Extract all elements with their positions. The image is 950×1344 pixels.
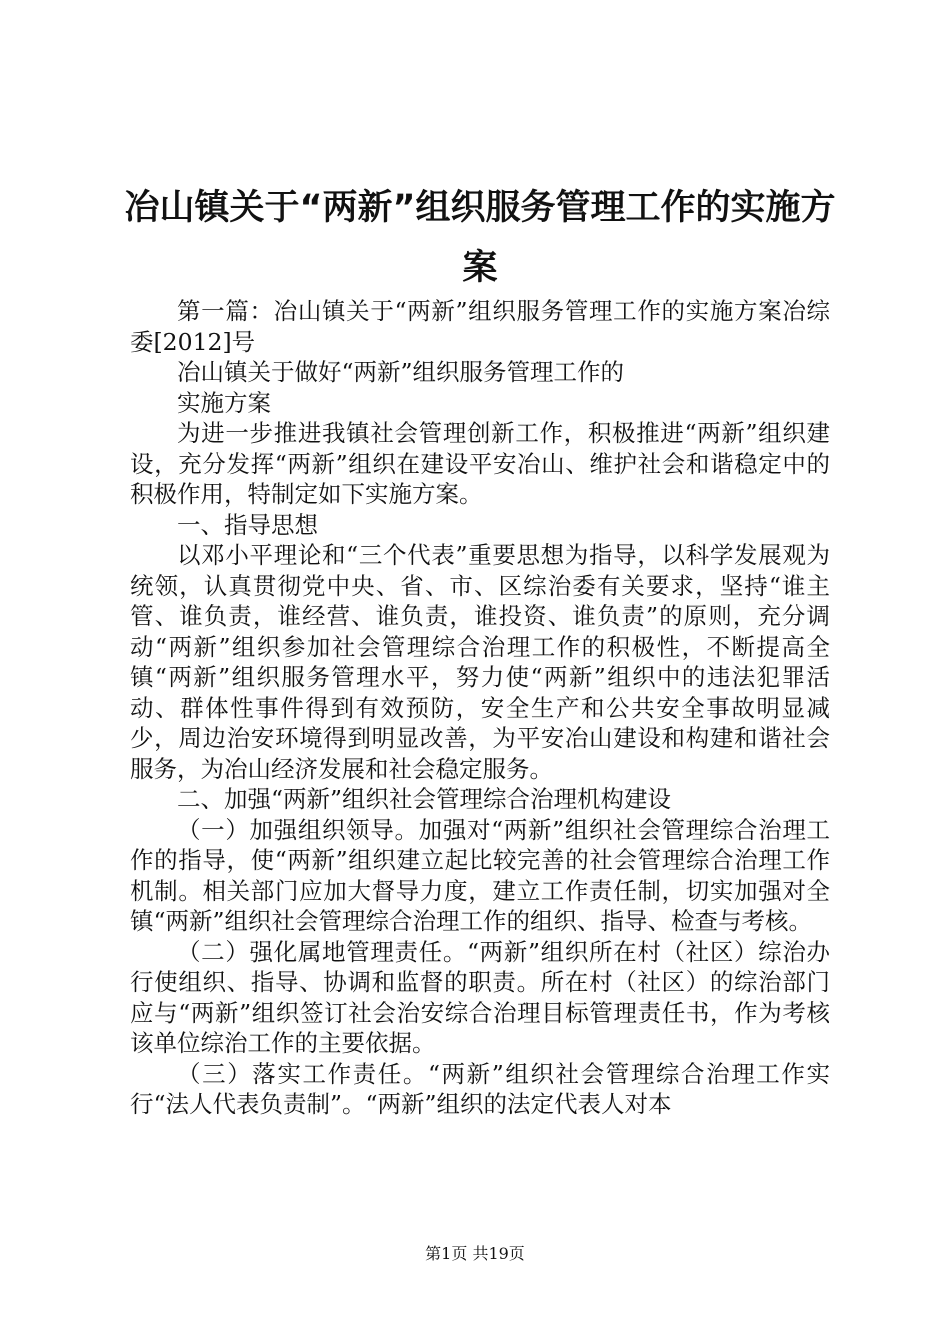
paragraph-item-3: （三）落实工作责任。“两新”组织社会管理综合治理工作实行“法人代表负责制”。“两新”组织的法定代表人对本 [130,1059,830,1118]
section-heading-guiding-ideology: 一、指导思想 [177,510,318,539]
paragraph-guiding-ideology: 以邓小平理论和“三个代表”重要思想为指导，以科学发展观为统领，认真贯彻党中央、省、市、区综治委有关要求，坚持“谁主管、谁负责，谁经营、谁负责，谁投资、谁负责”的原则，充分调动“两新”组织参加社会管理综合治理工作的积极性，不断提高全镇“两新”组织服务管理水平，努力使“两新”组织中的违法犯罪活动、群体性事件得到有效预防，安全生产和公共安全事故明显减少，周边治安环境得到明显改善，为平安冶山建设和构建和谐社会服务，为冶山经济发展和社会稳定服务。 [130,541,830,783]
document-body [130,296,830,1120]
paragraph-subtitle-line-1: 冶山镇关于做好“两新”组织服务管理工作的 [177,358,625,386]
paragraph-introduction: 为进一步推进我镇社会管理创新工作，积极推进“两新”组织建设，充分发挥“两新”组织在建设平安冶山、维护社会和谐稳定中的积极作用，特制定如下实施方案。 [130,419,830,508]
paragraph-item-1: （一）加强组织领导。加强对“两新”组织社会管理综合治理工作的指导，使“两新”组织建立起比较完善的社会管理综合治理工作机制。相关部门应加大督导力度，建立工作责任制，切实加强对全镇“两新”组织社会管理综合治理工作的组织、指导、检查与考核。 [130,815,830,935]
document-title: 冶山镇关于“两新”组织服务管理工作的实施方案 [124,188,836,288]
paragraph-heading-first-article: 第一篇：冶山镇关于“两新”组织服务管理工作的实施方案冶综委[2012]号 [130,297,830,356]
section-heading-institution-building: 二、加强“两新”组织社会管理综合治理机构建设 [177,785,672,813]
page-footer: 第1页 共19页 [425,1244,525,1263]
paragraph-subtitle-line-2: 实施方案 [177,388,271,417]
paragraph-item-2: （二）强化属地管理责任。“两新”组织所在村（社区）综治办行使组织、指导、协调和监督的职责。所在村（社区）的综治部门应与“两新”组织签订社会治安综合治理目标管理责任书，作为考核该单位综治工作的主要依据。 [130,937,830,1057]
